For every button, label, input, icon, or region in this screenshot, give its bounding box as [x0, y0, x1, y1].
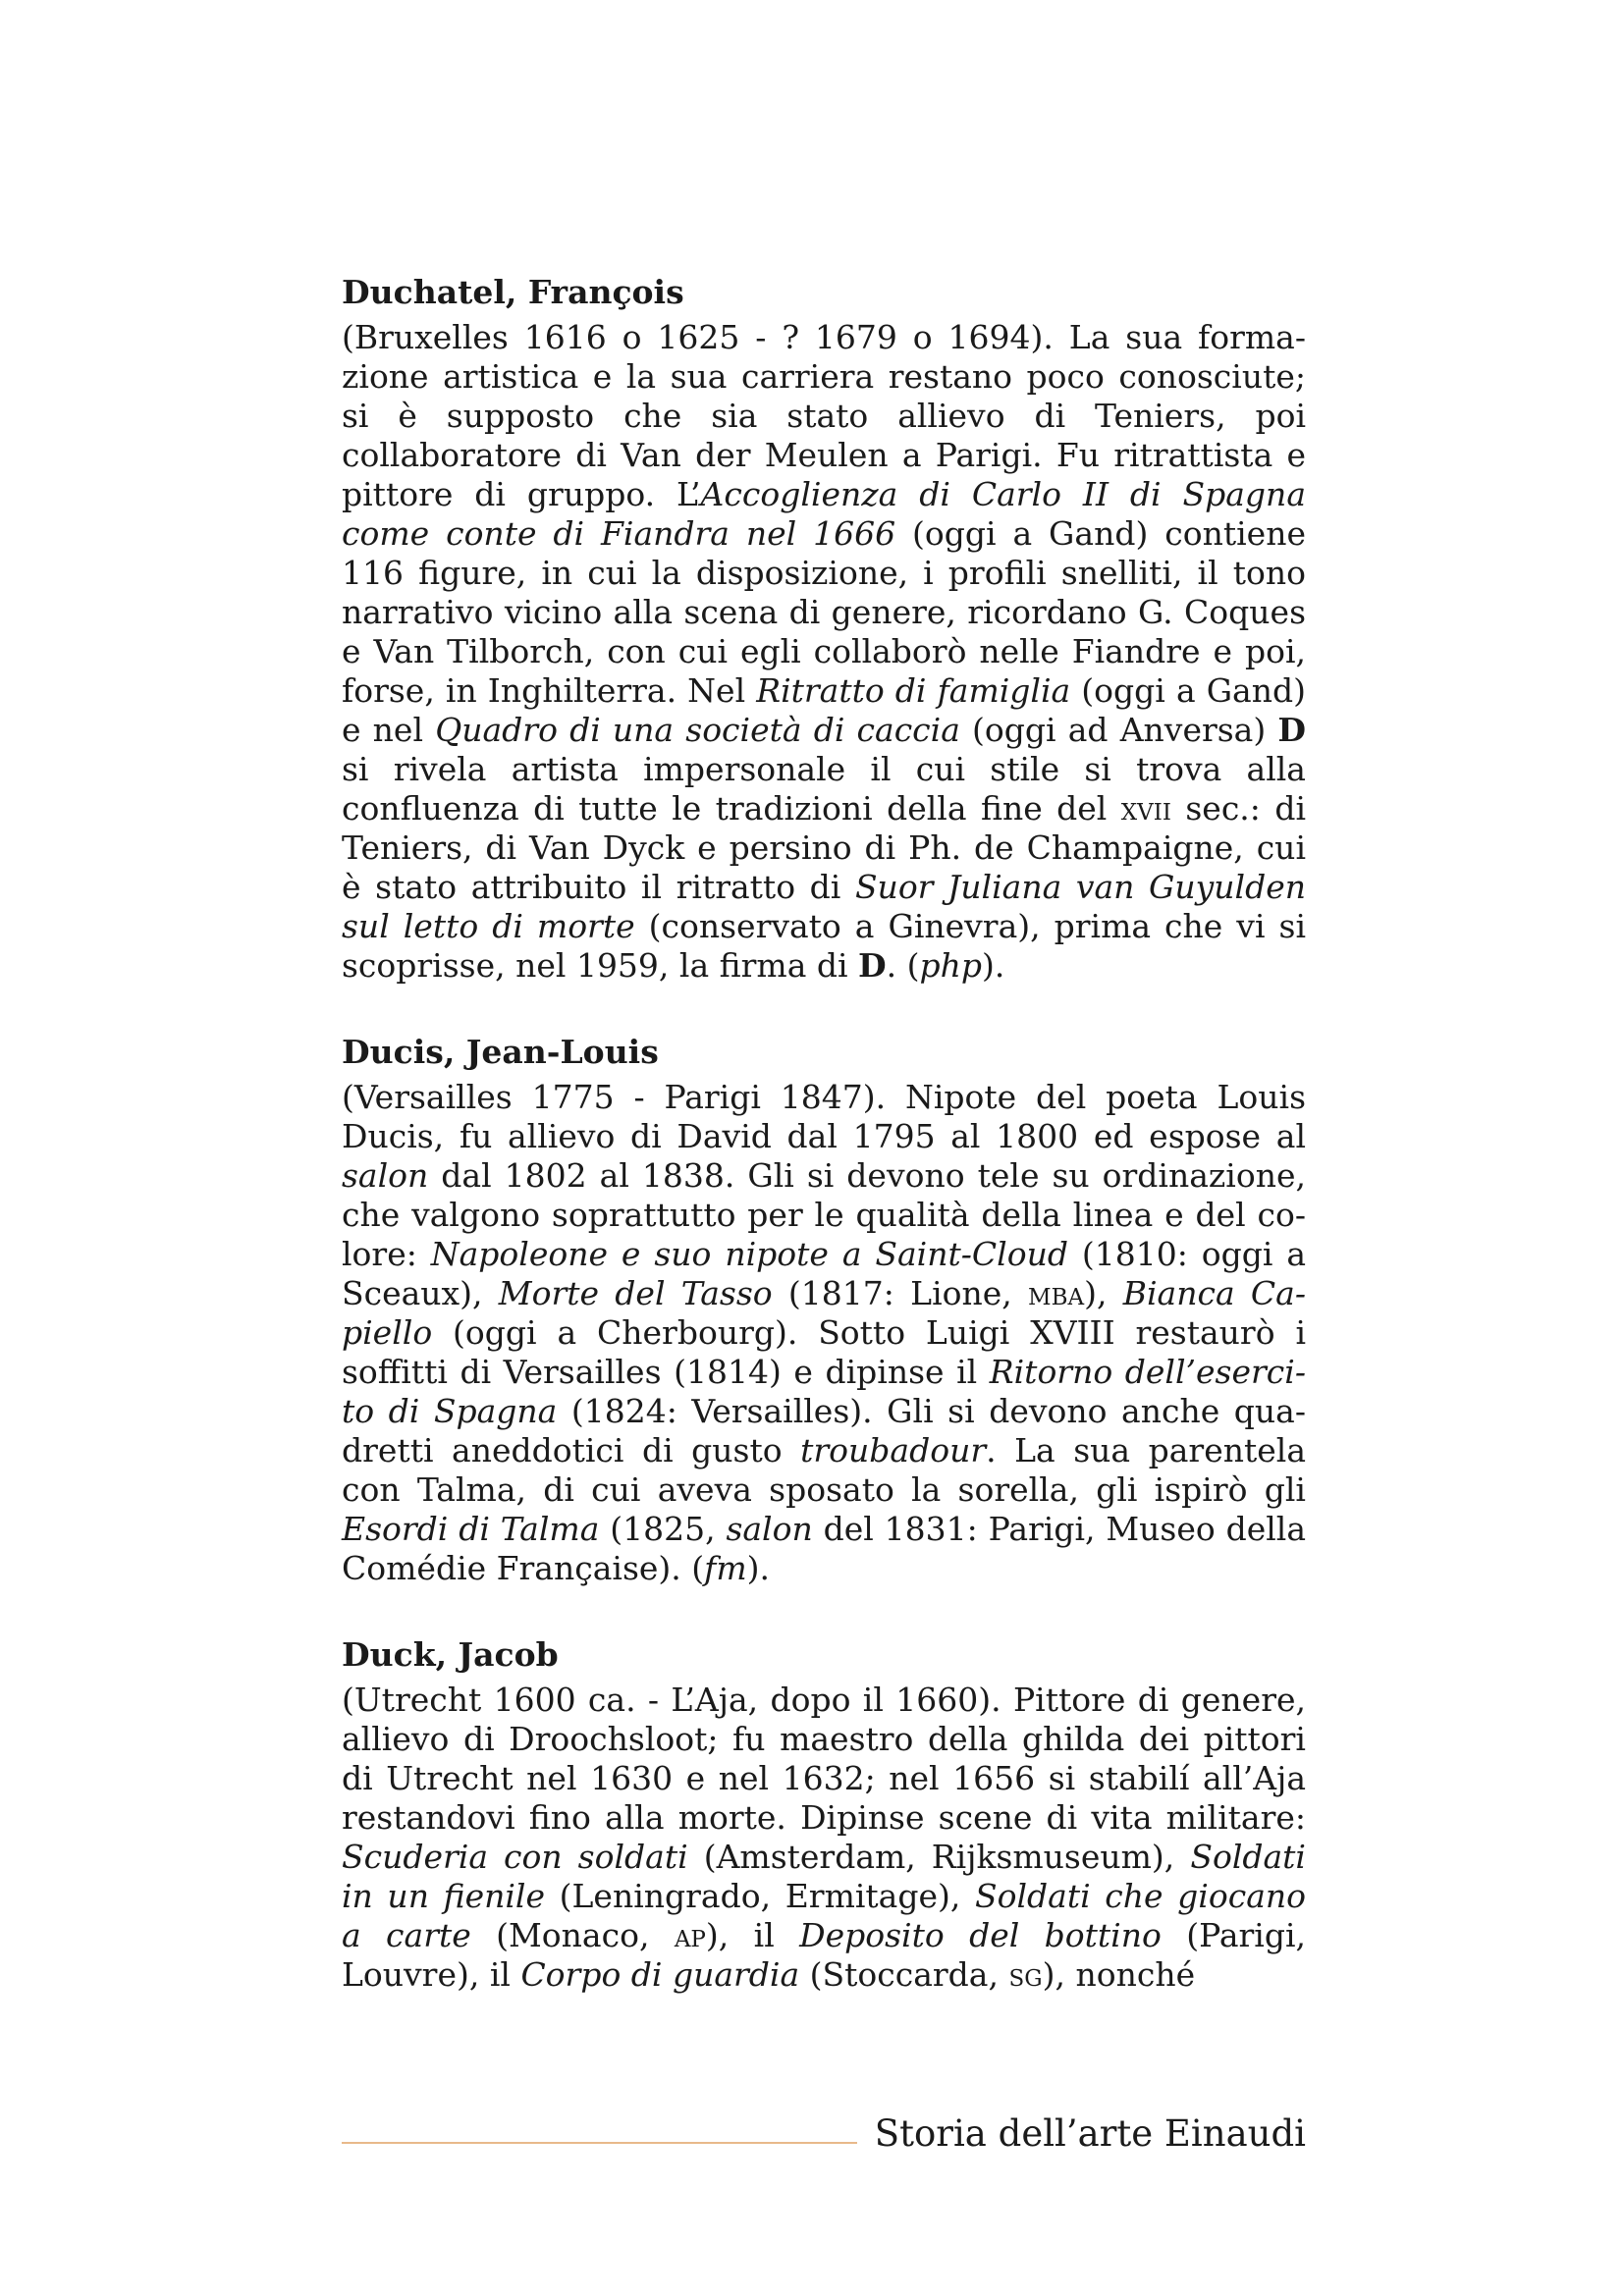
text-run: Corpo di guardia [520, 1955, 800, 1994]
document-page [342, 271, 1306, 2040]
text-run: Accoglienza di Carlo II di Spagna come conte di Fiandra nel 1666 [342, 475, 1306, 553]
text-run: (Amsterdam, Rijksmuseum), [687, 1838, 1191, 1876]
text-run: salon [726, 1510, 813, 1548]
text-run: php [919, 946, 983, 985]
entry-body [342, 318, 1306, 986]
text-run: Deposito del bottino [799, 1916, 1162, 1954]
text-run: ap [674, 1916, 706, 1954]
text-run: Ritorno dell’esercito di Spagna [342, 1353, 1306, 1430]
footer-publisher: Storia dell’arte Einaudi [874, 2112, 1306, 2155]
text-run: ). [746, 1549, 771, 1587]
text-run: ), nonché [1042, 1955, 1196, 1994]
text-run: troubadour [800, 1431, 987, 1469]
text-run: (1825, [599, 1510, 727, 1548]
text-run: Napoleone e suo nipote a Saint-Cloud [430, 1235, 1068, 1273]
text-run: (1824: Versailles). Gli si devono anche quadretti aneddotici di gusto [342, 1392, 1306, 1469]
text-run: (Stoccarda, [799, 1955, 1009, 1994]
text-run: (Bruxelles 1616 o 1625 - ? 1679 o 1694). La sua formazione artistica e la sua carriera restano poco conosciute; si è supposto che sia stato allievo di Teniers, poi collaboratore di Van der Meulen a Parigi. Fu ritrattista e pittore di gruppo. L’ [342, 318, 1306, 513]
text-run: D [1277, 711, 1307, 749]
text-run: Soldati in un fienile [342, 1838, 1306, 1915]
page-footer [342, 2112, 1306, 2171]
text-run: D [858, 946, 887, 985]
text-run: xvii [1120, 789, 1171, 828]
text-run: (oggi a Cherbourg). Sotto Luigi XVIII restaurò i soffitti di Versailles (1814) e dipinse il [342, 1313, 1306, 1391]
text-run: (Utrecht 1600 ca. - L’Aja, dopo il 1660). Pittore di genere, allievo di Droochsloot; fu maestro della ghilda dei pittori di Utrecht nel 1630 e nel 1632; nel 1656 si stabilí all’Aja restandovi fino alla morte. Dipinse scene di vita militare: [342, 1681, 1306, 1837]
text-run: del 1831: Parigi, Museo della Comédie Française). ( [342, 1510, 1307, 1587]
text-run: ), il [705, 1916, 800, 1954]
text-run: (oggi ad Anversa) [959, 711, 1278, 749]
entry-duck [342, 1633, 1306, 1995]
text-run: Morte del Tasso [498, 1274, 773, 1312]
text-run: Esordi di Talma [342, 1510, 600, 1548]
text-run: Bianca Capiello [342, 1274, 1306, 1352]
text-run: ), [1084, 1274, 1123, 1312]
text-run: . La sua parentela con Talma, di cui aveva sposato la sorella, gli ispirò gli [342, 1431, 1306, 1509]
text-run: Ritratto di famiglia [756, 671, 1071, 710]
text-run: salon [342, 1156, 429, 1195]
text-run: (Monaco, [470, 1916, 675, 1954]
entry-duchatel [342, 271, 1306, 986]
text-run: sec.: di Teniers, di Van Dyck e persino di Ph. de Champaigne, cui è stato attribuito il ritratto di [342, 789, 1306, 906]
text-run: (Leningrado, Ermitage), [545, 1877, 975, 1915]
footer-rule [342, 2142, 857, 2144]
text-run: sg [1008, 1955, 1043, 1994]
text-run: ). [982, 946, 1005, 985]
text-run: (1817: Lione, [772, 1274, 1029, 1312]
text-run: Soldati che giocano a carte [342, 1877, 1306, 1954]
entry-body [342, 1681, 1306, 1995]
text-run: dal 1802 al 1838. Gli si devono tele su ordinazione, che valgono soprattutto per le qualità della linea e del colore: [342, 1156, 1306, 1273]
entry-body [342, 1078, 1306, 1588]
text-run: (oggi a Gand) contiene 116 figure, in cui la disposizione, i profili snelliti, il tono narrativo vicino alla scena di genere, ricordano G. Coques e Van Tilborch, con cui egli collaborò nelle Fiandre e poi, forse, in Inghilterra. Nel [342, 514, 1306, 710]
entry-title: Duchatel, François [342, 273, 684, 311]
text-run: fm [704, 1549, 747, 1587]
text-run: Quadro di una società di caccia [435, 711, 960, 749]
text-run: (oggi a Gand) e nel [342, 671, 1306, 749]
text-run: (Versailles 1775 - Parigi 1847). Nipote del poeta Louis Ducis, fu allievo di David dal 1795 al 1800 ed espose al [342, 1078, 1306, 1155]
text-run: mba [1028, 1274, 1085, 1312]
entry-ducis [342, 1031, 1306, 1588]
text-run: (1810: oggi a Sceaux), [342, 1235, 1306, 1312]
text-run: Scuderia con soldati [342, 1838, 688, 1876]
entry-title: Ducis, Jean-Louis [342, 1033, 659, 1071]
entry-title: Duck, Jacob [342, 1635, 559, 1674]
text-run: (Parigi, Louvre), il [342, 1916, 1306, 1994]
text-run: (conservato a Ginevra), prima che vi si scoprisse, nel 1959, la firma di [342, 907, 1306, 985]
text-run: . ( [886, 946, 920, 985]
text-run: Suor Juliana van Guyulden sul letto di morte [342, 868, 1306, 945]
text-run: si rivela artista impersonale il cui stile si trova alla confluenza di tutte le tradizioni della fine del [342, 750, 1306, 828]
